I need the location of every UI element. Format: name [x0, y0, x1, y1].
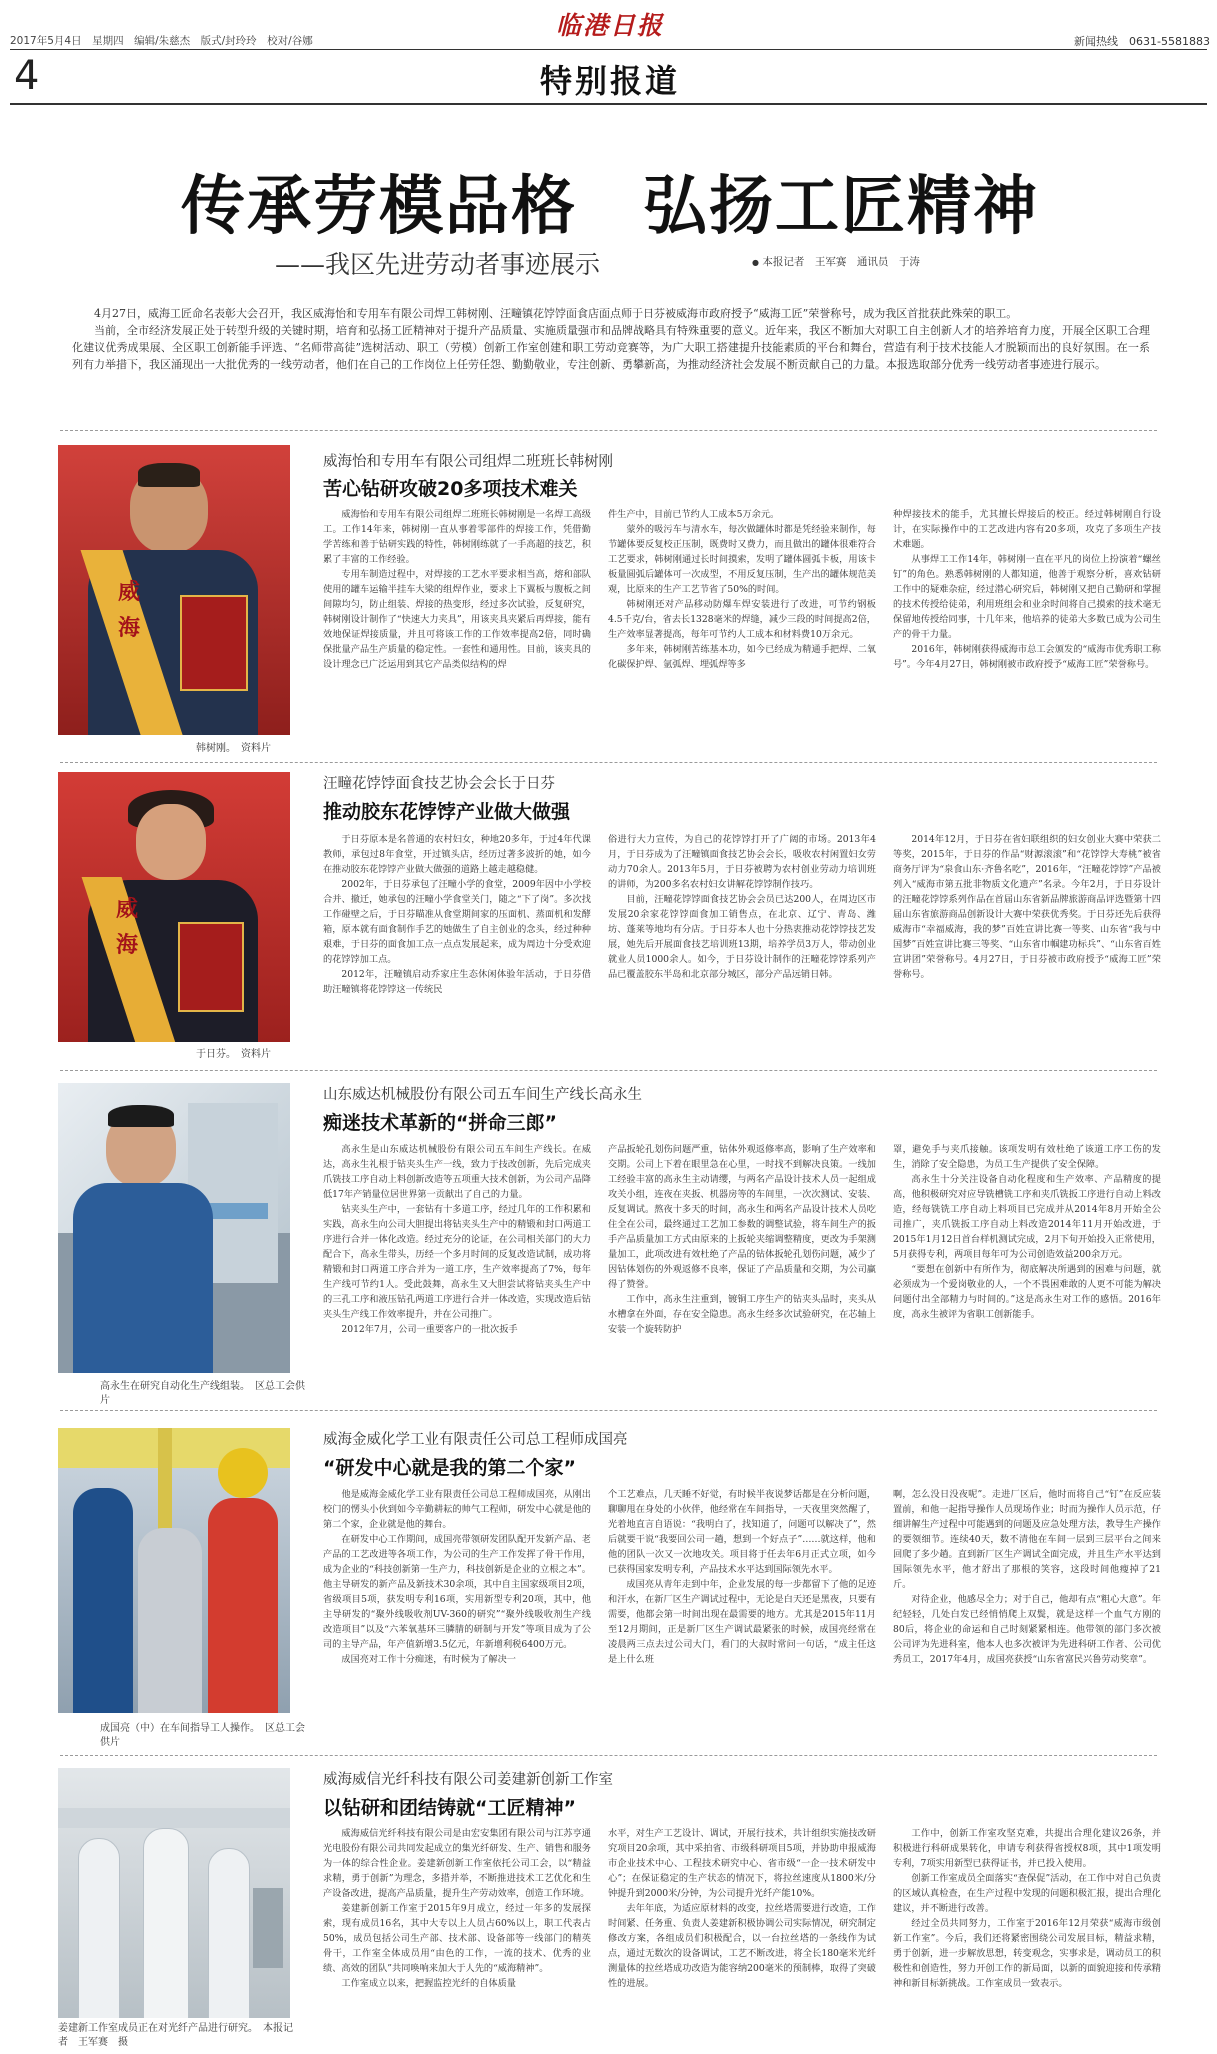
feature-title: 传承劳模品格 弘扬工匠精神 — [181, 170, 1039, 244]
paragraph: 姜建新创新工作室于2015年9月成立，经过一年多的发展探索，现有成员16名，其中大专以上人员占60%以上，职工代表占50%，成员包括公司生产部、技术部、设备部等一线部门的精英骨干，工作室全体成员用“由色的工作，一流的技术、优秀的业绩、高效的团队”共同唤响来加大于人先的“威海精神”。 — [323, 1903, 591, 1974]
paragraph: 个工艺难点，几天睡不好觉，有时候半夜说梦话都是在分析问题，聊聊甩在身处的小伙伴，他经常在车间指导，一天夜里突然醒了，光着地直言自语说：“我明白了，找知道了，问题可以解决了”，然后就要干说“我要回公司一趟，想到一个好点子”……就这样，他和他的团队一次又一次地攻关。项目将于任去年6月正式立项，如今已获得国家发明专利，产品技术水平达到国际领先水平。 — [608, 1489, 876, 1575]
paragraph: 成国亮对工作十分痴迷，有时候为了解决一 — [341, 1654, 516, 1665]
paragraph: 从事焊工工作14年，韩树刚一直在平凡的岗位上扮演着“螺丝钉”的角色。熟悉韩树刚的人都知道，他善于观察分析，喜欢钻研工作中的疑难杂症，经过潜心研究后，韩树刚又把自己勤研和掌握的技术传授给徒弟，利用班组会和业余时间将自己摸索的技术毫无保留地传授给同事，十几年来，他培养的徒弟大多数已成为公司生产的骨干力量。 — [893, 554, 1161, 640]
hotline: 新闻热线 0631-5581883 — [1074, 35, 1210, 48]
paragraph: 2016年，韩树刚获得威海市总工会颁发的“威海市优秀职工称号”。今年4月27日，韩树刚被市政府授予“威海工匠”荣誉称号。 — [893, 644, 1161, 670]
page-number: 4 — [14, 53, 40, 99]
paragraph: 件生产中，目前已节约人工成本5万余元。 — [608, 509, 780, 520]
story-column — [893, 1826, 1161, 2048]
divider — [60, 430, 1157, 431]
paragraph: 啊，怎么没日没夜呢”。走进厂区后，他时而将自己“钉”在反应装置前，和他一起指导操作人员现场作业；时而为操作人员示范，仔细讲解生产过程中可能遇到的问题及应急处理方法，教导生产操作的要领细节。连续40天，数不清他在车间一层到三层平台之间来回爬了多少趟。直到新厂区生产调试全面完成，并且生产水平达到国际领先水平，他才舒出了那根的笑容，这段时间他瘦掉了21斤。 — [893, 1489, 1161, 1590]
divider — [60, 1410, 1157, 1411]
paragraph: 2012年，汪疃镇启动乔家庄生态休闲体验年活动，于日芬借助汪疃镇将花饽饽这一传统民 — [323, 969, 591, 995]
paragraph: 2002年，于日芬承包了汪疃小学的食堂，2009年因中小学校合并、撤迁，她承包的汪疃小学食堂关门，随之“下了岗”。多次找工作碰壁之后，于日芬瞄准从食堂期间家的压面机、蒸面机和发酵箱，原本就有面食制作手艺的她做生了自主创业的念头，经过种种艰难，于日芬的面食加工点一点点发展起来，成为周边十分受欢迎的花饽饽加工点。 — [323, 879, 591, 965]
paragraph: 专用车制造过程中，对焊接的工艺水平要求相当高，熔和部队使用的罐车运输半挂车大梁的组焊作业，要求上下翼板与腹板之间间隙均匀，防止组装、焊接的热变形，经过多次试验，反复研究，韩树刚设计制作了“快速大力夹具”，用该夹具夹紧后再焊接，能有效地保证焊接质量，并且可将该工作的工作效率提高2倍，同时确保批量产品生产质量的稳定性。一套性和通用性。目前，该夹具的设计理念已广泛运用到其它产品类似结构的焊 — [323, 569, 591, 670]
story-column — [608, 507, 876, 757]
paragraph: 威海怡和专用车有限公司组焊二班班长韩树刚是一名焊工高级工。工作14年来，韩树刚一直从事着零部件的焊接工作，凭借勤学苦练和善于钻研实践的特性，韩树刚练就了一手高超的技艺，积累了丰富的工作经验。 — [323, 509, 591, 565]
photo-gao-yongsheng — [58, 1083, 290, 1373]
paragraph: 蒙外的吸污车与清水车，每次做罐体时都是凭经验来制作，每节罐体要反复校正压制，既费时又费力，而且做出的罐体很难符合工艺要求，韩树刚通过长时间摸索，发明了罐体圆弧卡板，用该卡板量圆弧后罐体可一次成型，不用反复压制，生产出的罐体规范美观，比原来的生产工艺节省了50%的时间。 — [608, 524, 876, 595]
feature-intro — [72, 305, 1150, 373]
story-column — [323, 1826, 591, 2048]
paragraph: 产品扳轮孔划伤问题严重，钻体外观返修率高，影响了生产效率和交期。公司上下着在眼里急在心里，一时找不到解决良策。一线加工经验丰富的高永生主动请缨，与两名产品设计技术人员一起组成攻关小组，连夜在夹扳、机器房等的车间里，一次次测试、安装、反复调试。熬夜十多天的时间，高永生和两名产品设计技术人员吃住全在公司，最终通过工艺加工参数的调整试验，将车间生产的扳手产品质量加工方式由原来的上扳轮夹缩调整精度，更改为手架测量加工，此项改进有效杜绝了产品的钻体扳轮孔划伤问题，减少了因钻体划伤的外观返修不良率，保证了产品质量和交期，为公司赢得了赞誉。 — [608, 1144, 876, 1290]
byline-text: 本报记者 王军赛 通讯员 于涛 — [762, 256, 920, 268]
paper-name: 临港日报 — [555, 11, 664, 40]
feature-subtitle: ——我区先进劳动者事迹展示 — [275, 250, 601, 279]
paragraph: 高永生是山东威达机械股份有限公司五车间生产线长。在威达，高永生礼根于钻夹头生产一线，致力于技改创新，先后完成夹爪铣技工序自动上料创新改造等五项重大技术创新，为公司产品降低17年产销量位居世界第一贡献出了自己的力量。 — [323, 1144, 591, 1200]
photo-cheng-guoliang — [58, 1428, 290, 1713]
feature-byline — [752, 254, 1012, 269]
photo-caption: 韩树刚。 资料片 — [196, 743, 271, 754]
intro-paragraph: 当前，全市经济发展正处于转型升级的关键时期，培育和弘扬工匠精神对于提升产品质量、实施质量强市和品牌战略具有特殊重要的意义。近年来，我区不断加大对职工自主创新人才的培养培育力度，开展全区职工合理化建议优秀成果展、全区职工创新能手评选、“名师带高徒”选树活动、职工（劳模）创新工作室创建和职工劳动竞赛等，为广大职工搭建提升技能素质的平台和舞台，营造有利于技术技能人才脱颖而出的良好氛围。在一系列有力举措下，我区涌现出一大批优秀的一线劳动者，他们在自己的工作岗位上任劳任怨、勤勤敬业，专注创新、勇攀新高，为推动经济社会发展不断贡献自己的力量。本报选取部分优秀一线劳动者事迹进行展示。 — [72, 324, 1150, 371]
story-column — [608, 1142, 876, 1397]
camera-icon: ● — [752, 258, 759, 267]
paragraph: 经过全员共同努力，工作室于2016年12月荣获“威海市级创新工作室”。今后，我们还将紧密围绕公司发展目标，精益求精，勇于创新，进一步解放思想，转变观念，实事求是，调动员工的积极性和创造性，努力开创工作的新局面，以新的面貌迎接和传承精神和新目标新挑战。工作室成员一致表示。 — [893, 1918, 1161, 1989]
paragraph: 韩树刚还对产品移动防爆车焊安装进行了改进，可节约钢板4.5千克/台，省去长1328毫米的焊缝，减少三段的时间提高2倍，生产效率显著提高，每年可节约人工成本和材料费10万余元。 — [608, 599, 876, 640]
sash-text: 威海 — [118, 580, 141, 641]
sash-text: 威海 — [116, 897, 139, 958]
paragraph: 在研发中心工作期间，成国亮带领研发团队配开发新产品、老产品的工艺改进等各项工作，为公司的生产工作发挥了骨干作用，成为企业的“科技创新第一生产力，科技创新是企业的立根之本”。他主导研发的新产品及新技术30余项，其中自主国家级项目2项，省级项目5项，获发明专利16项，实用新型专利20项，其中，他主导研发的“聚外线吸收剂UV-360的研究”“聚外线吸收剂生产线改造项目”以及“六苯氧基环三膦腈的研制与开发”等项目成为了公司的主导产品，年产值新增3.5亿元，年新增利税6400万元。 — [323, 1534, 591, 1650]
paragraph: 罩，避免手与夹爪接触。该项发明有效杜绝了该道工序工伤的发生，消除了安全隐患，为员工生产提供了安全保障。 — [893, 1144, 1161, 1170]
story-headline: “研发中心就是我的第二个家” — [323, 1457, 576, 1479]
story-headline: 痴迷技术革新的“拼命三郎” — [323, 1112, 557, 1134]
paragraph: 钻夹头生产中，一套钻有十多道工序，经过几年的工作积累和实践，高永生向公司大胆提出将钻夹头生产中的精锻和封口两道工序进行合并一体化改造。经过充分的论证，在公司相关部门的大力配合下，高永生带头，历经一个多月时间的反复改造试制，成功将精锻和封口两道工序合并为一道工序，生产效率提高了7%，每年生产线可节约1人。受此鼓舞，高永生又大胆尝试将钻夹头生产中的三孔工序和液压钻孔两道工序进行合并一体改造，实现改造后钻夹头生产线工作效率提升，并在公司推广。 — [323, 1204, 591, 1320]
story-headline: 苦心钻研攻破20多项技术难关 — [323, 478, 578, 500]
story-column — [893, 832, 1161, 1050]
story-column — [323, 507, 591, 757]
story-column — [893, 1142, 1161, 1397]
paragraph: 种焊接技术的能手，尤其擅长焊接后的校正。经过韩树刚自行设计，在实际操作中的工艺改进内容有20多项，攻克了多项生产技术难题。 — [893, 509, 1161, 550]
story-column — [323, 1487, 591, 1745]
paragraph: 多年来，韩树刚苦练基本功，如今已经成为精通手把焊、二氧化碳保护焊、氩弧焊、埋弧焊等多 — [608, 644, 876, 670]
photo-caption: 于日芬。 资料片 — [196, 1049, 271, 1060]
story-kicker: 威海金威化学工业有限责任公司总工程师成国亮 — [323, 1432, 628, 1448]
paragraph: 水平，对生产工艺设计、调试，开展行技术，共计组织实施技改研究项目20余项，其中采拍省、市级科研项目5项，并协助申报威海市企业技术中心、工程技术研究中心、省市级“一企一技术研发中心”；在保证稳定的生产状态的情况下，将拉丝速度从1800米/分钟提升到2000米/分钟，为公司提升光纤产能10%。 — [608, 1828, 876, 1899]
date-line: 2017年5月4日 星期四 编辑/朱慈杰 版式/封玲玲 校对/谷娜 — [10, 35, 313, 47]
paragraph: 2012年7月，公司一重要客户的一批次扳手 — [341, 1324, 518, 1335]
story-kicker: 威海威信光纤科技有限公司姜建新创新工作室 — [323, 1772, 613, 1788]
story-column — [893, 507, 1161, 757]
story-column — [323, 832, 591, 1050]
paragraph: 高永生十分关注设备自动化程度和生产效率、产品精度的提高，他积极研究对应导铣槽铣工序和夹爪铣扳工序进行自动上料改造，经每铣铣工序自动上料项目已完成并从2014年8月开始全公司推广，夹爪铣扳工序自动上料改造2014年11月开始改进，于2015年1月12日首台样机测试完成，2月下旬开始投入正常使用，5月获得专利，两项目每年可为公司创造效益200余万元。 — [893, 1174, 1161, 1260]
photo-jiang-jianxin-studio — [58, 1768, 290, 2018]
masthead-rule — [10, 49, 1207, 50]
story-headline: 以钻研和团结铸就“工匠精神” — [323, 1797, 576, 1819]
paragraph: 工作室成立以来，把握监控光纤的自体质量 — [341, 1978, 516, 1989]
paragraph: 工作中，创新工作室攻坚克难，共提出合理化建议26条，并积极进行科研成果转化，申请专利获得省授权8项，其中1项发明专利，7项实用新型已获得证书，并已投入使用。 — [893, 1828, 1161, 1869]
paragraph: 2014年12月，于日芬在省妇联组织的妇女创业大赛中荣获二等奖，2015年，于日芬的作品“财源滚滚”和“花饽饽大寿桃”被省商务厅评为“泉食山东·齐鲁名吃”，2016年，“汪疃花饽饽”产品被列入“威海市第五批非物质文化遗产”名录。今年2月，于日芬设计的汪疃花饽饽系列作品在首届山东省新品牌旅游商品评选暨第十四届山东省旅游商品创新设计大赛中荣获优秀奖。于日芬还先后获得威海市“幸福威海，我的梦”百姓宣讲比赛一等奖、山东省“我与中国梦”百姓宣讲比赛三等奖、“山东省巾帼建功标兵”、“山东省百姓宣讲团”荣誉称号。4月27日，于日芬被市政府授予“威海工匠”荣誉称号。 — [893, 834, 1161, 980]
story-column — [323, 1142, 591, 1397]
story-headline: 推动胶东花饽饽产业做大做强 — [323, 801, 571, 823]
paragraph: 工作中，高永生注重到，镀铜工序生产的钻夹头品时，夹头从水槽拿在外面，存在安全隐患。高永生经多次试验研究，在芯轴上安装一个旋转防护 — [608, 1294, 876, 1335]
paragraph: 去年年底，为适应原材料的改变，拉丝塔需要进行改造，工作时间紧、任务重、负责人姜建新积极协调公司实际情况，研究制定修改方案，各组成员们积极配合，以一台拉丝塔的一条线作为试点，通过无数次的设备调试，工艺不断改进，将全长180毫米光纤测量体的拉丝塔成功改造为能容纳200毫米的预制棒，取得了突破性的进展。 — [608, 1903, 876, 1989]
paragraph: 于日芬原本是名普通的农村妇女，种地20多年，于过4年代课教师，承包过8年食堂，开过镇头店，经历过著多波折的她，如今在推动胶东花饽饽产业做大做强的道路上越走越稳健。 — [323, 834, 591, 875]
divider — [60, 762, 1157, 763]
section-title: 特别报道 — [539, 62, 680, 100]
story-column — [608, 1487, 876, 1745]
divider — [60, 1755, 1157, 1756]
story-column — [893, 1487, 1161, 1745]
story-column — [608, 832, 876, 1050]
section-rule — [10, 103, 1207, 105]
paragraph: 目前，汪疃花饽饽面食技艺协会会员已达200人，在周边区市发展20余家花饽饽面食加工销售点，在北京、辽宁、青岛、潍坊、蓬莱等地均有分店。于日芬本人也十分热衷推动花饽饽技艺发展，她先后开展面食技艺培训班13期，培养学员3万人，带动创业就业人员1000余人。如今，于日芬设计制作的汪疃花饽饽系列产品已覆盖胶东半岛和北京部分城区，部分产品远销日韩。 — [608, 894, 876, 980]
photo-yu-rifen — [58, 772, 290, 1042]
photo-han-shugang — [58, 445, 290, 735]
paragraph: 对待企业，他感尽全力；对于自己，他却有点“粗心大意”。年纪轻轻，几处白发已经悄悄爬上双鬓，就是这样一个血气方刚的80后，将企业的命运和自己时刻紧紧相连。他带领的部门多次被公司评为先进科室，他本人也多次被评为先进科研工作者、公司优秀员工，2017年4月，成国亮获授“山东省富民兴鲁劳动奖章”。 — [893, 1594, 1161, 1665]
story-column — [608, 1826, 876, 2048]
paragraph: “要想在创新中有所作为，彻底解决所遇到的困难与问题，就必须成为一个爱岗敬业的人，一个不畏困难敢的人更不可能为解决问题付出全部精力与时间的。”这是高永生对工作的感悟。2016年度，高永生被评为省职工创新能手。 — [893, 1264, 1161, 1320]
paragraph: 成国亮从青年走到中年，企业发展的每一步都留下了他的足迹和汗水，在新厂区生产调试过程中，无论是白天还是黑夜，只要有需要，他都会第一时间出现在最需要的地方。尤其是2015年11月至12月期间，正是新厂区生产调试最紧张的时候，成国亮经常在凌晨两三点去过公司大门，看门的大叔时常问一句话，“成主任这是上什么班 — [608, 1579, 876, 1665]
paragraph: 威海威信光纤科技有限公司是由宏安集团有限公司与江苏亨通光电股份有限公司共同发起成立的集光纤研发、生产、销售和服务为一体的综合性企业。姜建新创新工作室依托公司工会，以“精益求精，勇于创新”为理念，多措并举，不断推进技术工艺优化和生产设备改进，提高产品质量，提升生产劳动效率，创造工作环境。 — [323, 1828, 591, 1899]
photo-caption: 姜建新工作室成员正在对光纤产品进行研究。 本报记者 王军赛 摄 — [58, 2023, 293, 2048]
divider — [60, 1070, 1157, 1071]
story-kicker: 山东威达机械股份有限公司五车间生产线长高永生 — [323, 1087, 642, 1103]
photo-caption: 成国亮（中）在车间指导工人操作。 区总工会供片 — [100, 1723, 305, 1748]
paragraph: 俗进行大力宣传，为自己的花饽饽打开了广阔的市场。2013年4月，于日芬成为了汪疃镇面食技艺协会会长，吸收农村闲置妇女劳动力70余人。2013年5月，于日芬被聘为农村创业劳动力培训班的讲师，为200多名农村妇女讲解花饽饽制作技巧。 — [608, 834, 876, 890]
story-kicker: 汪疃花饽饽面食技艺协会会长于日芬 — [323, 776, 555, 792]
intro-paragraph: 4月27日，威海工匠命名表彰大会召开，我区威海怡和专用车有限公司焊工韩树刚、汪疃镇花饽饽面食店面点师于日芬被威海市政府授予“威海工匠”荣誉称号，成为我区首批获此殊荣的职工。 — [94, 307, 1018, 320]
paragraph: 创新工作室成员全面落实“查保促”活动，在工作中对自己负责的区域认真检查，在生产过程中发现的问题积极汇报，提出合理化建议，并不断进行改善。 — [893, 1873, 1161, 1914]
story-kicker: 威海怡和专用车有限公司组焊二班班长韩树刚 — [323, 454, 613, 470]
photo-caption: 高永生在研究自动化生产线组装。 区总工会供片 — [100, 1381, 305, 1406]
paragraph: 他是威海金威化学工业有限责任公司总工程师成国亮，从刚出校门的愣头小伙到如今辛勤耕耘的帅气工程师，研发中心就是他的第二个家，企业就是他的舞台。 — [323, 1489, 591, 1530]
